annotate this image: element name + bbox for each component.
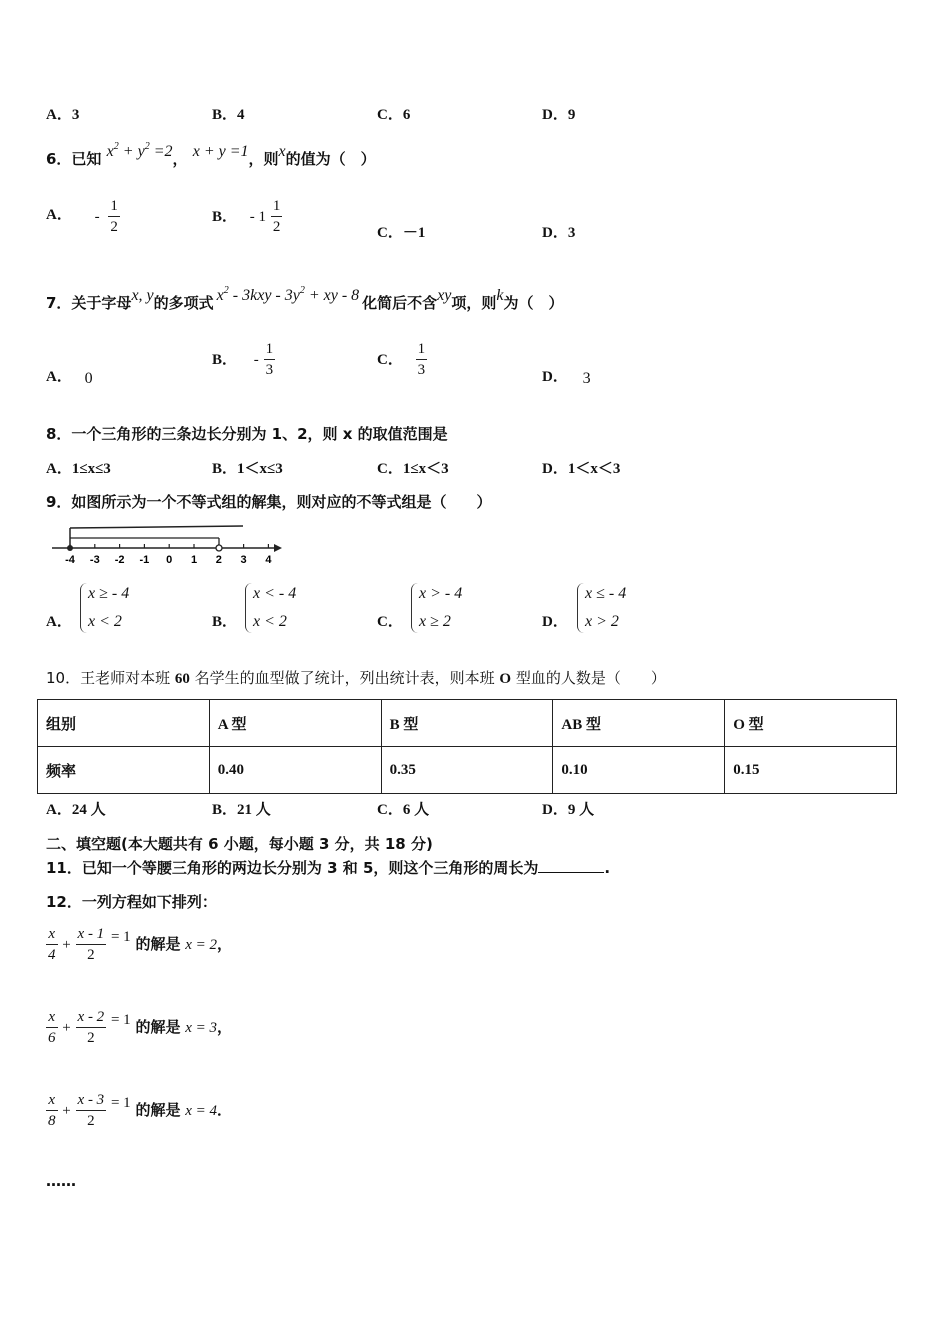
q8-option-d: D．1＜x＜3 <box>542 461 621 477</box>
q9-option-a-line2: x < 2 <box>88 613 122 630</box>
q10-option-c: C．6 人 <box>377 802 430 818</box>
table-cell: 0.15 <box>725 747 897 794</box>
table-header-cell: O 型 <box>725 700 897 747</box>
q7-option-b: B． - $\frac{1}{3}$ <box>212 341 274 378</box>
tick-label: 1 <box>190 554 198 566</box>
q6-option-c: C．－1 <box>377 225 426 241</box>
tick-label: 3 <box>240 554 247 566</box>
q10-option-d: D．9 人 <box>542 802 595 818</box>
q6-option-d: D．3 <box>542 225 576 241</box>
q5-option-b: B．4 <box>212 107 245 123</box>
tick-label: 4 <box>265 554 272 566</box>
q9-option-a-line1: x ≥ - 4 <box>88 585 130 602</box>
table-row <box>38 747 897 794</box>
q8-option-b: B．1＜x≤3 <box>212 461 283 477</box>
q6-question: 6．已知 $x^2 + y^2 =2$， x + y =1，则x的值为（ ） <box>46 141 376 168</box>
ellipsis: …… <box>46 1172 76 1190</box>
table-cell: 频率 <box>38 747 210 794</box>
q11-question: 11．已知一个等腰三角形的两边长分别为 3 和 5，则这个三角形的周长为 . <box>46 859 611 877</box>
q7-option-d: D． 3 <box>542 369 591 387</box>
table-cell: 0.10 <box>553 747 725 794</box>
section-heading: 二、填空题(本大题共有 6 小题，每小题 3 分，共 18 分) <box>46 835 433 853</box>
blood-type-table <box>37 699 897 794</box>
q5-option-a: A．3 <box>46 107 80 123</box>
q9-option-d-label: D． <box>542 614 568 630</box>
q8-question: 8．一个三角形的三条边长分别为 1、2，则 x 的取值范围是 <box>46 425 448 443</box>
q9-question: 9．如图所示为一个不等式组的解集，则对应的不等式组是（ ） <box>46 493 492 511</box>
q12-question: 12．一列方程如下排列： <box>46 893 217 911</box>
open-point-marker <box>216 545 222 551</box>
q9-option-a-label: A． <box>46 614 72 630</box>
q9-option-b-line2: x < 2 <box>253 613 287 630</box>
q5-option-c: C．6 <box>377 107 411 123</box>
q7-option-a: A． 0 <box>46 369 93 387</box>
q8-option-c: C．1≤x＜3 <box>377 461 449 477</box>
table-header-row <box>38 700 897 747</box>
tick-label: -1 <box>139 554 150 566</box>
q8-option-a: A．1≤x≤3 <box>46 461 111 477</box>
q9-option-b-line1: x < - 4 <box>253 585 297 602</box>
q12-equation-2: $\frac{x}{6}$ + $\frac{x - 2}{2}$ = 1 的解是 x = 3， <box>48 1009 233 1046</box>
tick-label: 0 <box>166 554 173 566</box>
q6-option-a: A． - $\frac{1}{2}$ <box>46 198 118 235</box>
q10-option-a: A．24 人 <box>46 802 106 818</box>
q10-question: 10．王老师对本班 60 名学生的血型做了统计，列出统计表，则本班 O 型血的人数是（ ） <box>46 669 666 687</box>
q9-option-c-line2: x ≥ 2 <box>419 613 451 630</box>
table-cell: 0.35 <box>381 747 553 794</box>
q9-option-c-label: C． <box>377 614 403 630</box>
tick-label: -3 <box>89 554 100 566</box>
table-header-cell: B 型 <box>381 700 553 747</box>
closed-point-marker <box>67 545 73 551</box>
tick-label: -4 <box>65 554 75 566</box>
q7-question: 7．关于字母x, y的多项式 $x^2 - 3kxy - 3y^2$ + xy - 8 化简后不含xy项，则k为（ ） <box>46 285 564 312</box>
q9-option-d-line1: x ≤ - 4 <box>585 585 627 602</box>
q12-equation-3: $\frac{x}{8}$ + $\frac{x - 3}{2}$ = 1 的解是 x = 4． <box>48 1092 233 1129</box>
tick-label: -2 <box>114 554 125 566</box>
q5-option-d: D．9 <box>542 107 576 123</box>
q9-option-d-line2: x > 2 <box>585 613 619 630</box>
q6-option-b: B． - 1 $\frac{1}{2}$ <box>212 198 281 235</box>
table-cell: 0.40 <box>209 747 381 794</box>
q9-option-c-brace <box>411 583 418 633</box>
answer-blank <box>538 858 604 873</box>
table-header-cell: AB 型 <box>553 700 725 747</box>
q9-option-d-brace <box>577 583 584 633</box>
q9-option-b-brace <box>245 583 252 633</box>
q12-equation-1: $\frac{x}{4}$ + $\frac{x - 1}{2}$ = 1 的解是 x = 2， <box>48 926 233 963</box>
table-header-cell: A 型 <box>209 700 381 747</box>
q9-option-b-label: B． <box>212 614 238 630</box>
q7-option-c: C． $\frac{1}{3}$ <box>377 341 426 378</box>
q9-option-a-brace <box>80 583 87 633</box>
q9-option-c-line1: x > - 4 <box>419 585 463 602</box>
tick-label: 2 <box>215 554 222 566</box>
number-line-figure <box>46 522 292 570</box>
table-header-cell: 组别 <box>38 700 210 747</box>
q10-option-b: B．21 人 <box>212 802 271 818</box>
